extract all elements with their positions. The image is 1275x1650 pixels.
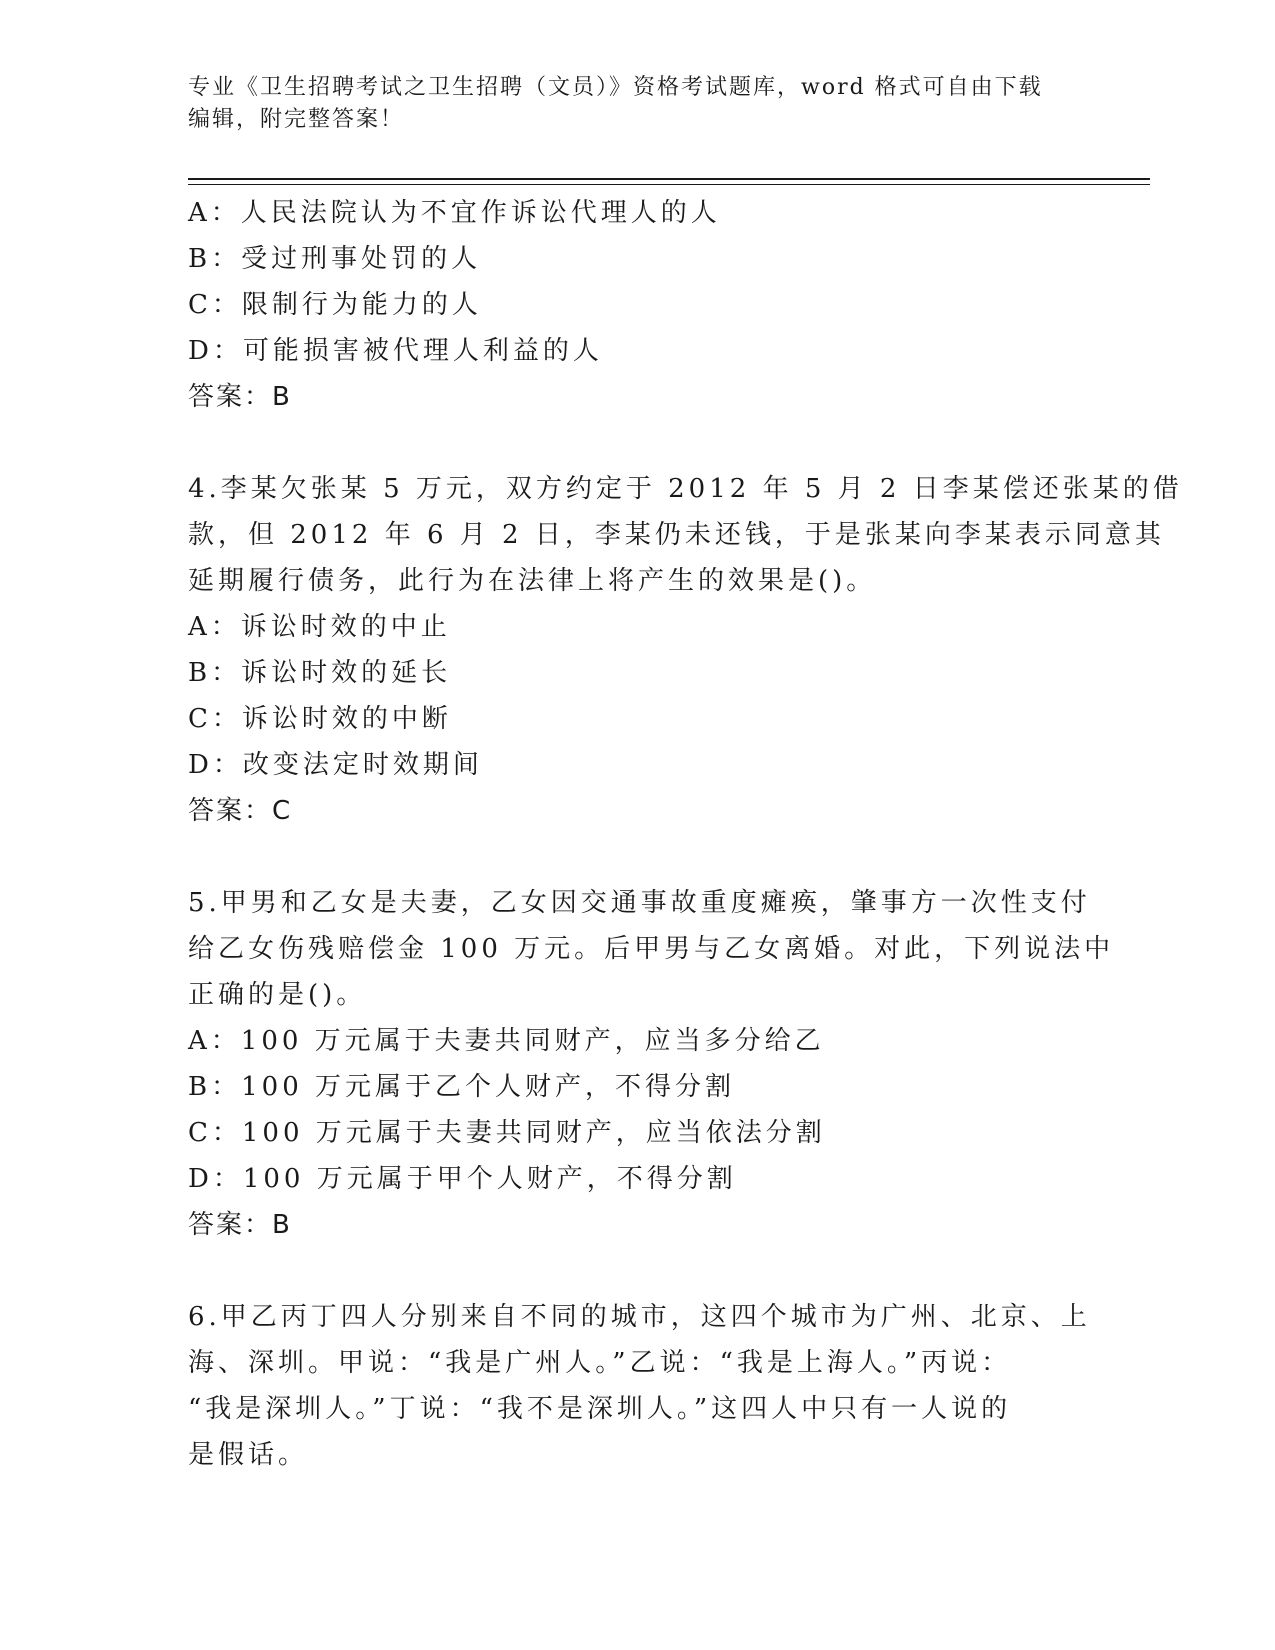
question-stem-line: 4.李某欠张某 5 万元，双方约定于 2012 年 5 月 2 日李某偿还张某的借 [188, 474, 1183, 504]
option-c: C：限制行为能力的人 [188, 290, 482, 320]
question-6 [188, 1294, 1091, 1478]
option-d: D：100 万元属于甲个人财产，不得分割 [188, 1164, 737, 1194]
question-stem-line: 款，但 2012 年 6 月 2 日，李某仍未还钱，于是张某向李某表示同意其 [188, 520, 1165, 550]
option-a: A：诉讼时效的中止 [188, 612, 451, 642]
spacer [188, 420, 1088, 466]
header-rule-thick [188, 178, 1150, 180]
option-b: B：受过刑事处罚的人 [188, 244, 482, 274]
header-line-2: 编辑，附完整答案！ [188, 107, 405, 132]
question-4 [188, 466, 1183, 834]
option-d: D：改变法定时效期间 [188, 750, 483, 780]
option-a: A：100 万元属于夫妻共同财产，应当多分给乙 [188, 1026, 825, 1056]
spacer [188, 1248, 1088, 1294]
document-header [188, 72, 1088, 136]
header-line-1: 专业《卫生招聘考试之卫生招聘（文员）》资格考试题库，word 格式可自由下载 [188, 75, 1043, 100]
question-5 [188, 880, 1115, 1248]
question-stem-line: 海、深圳。甲说：“我是广州人。”乙说：“我是上海人。”丙说： [188, 1348, 1012, 1378]
question-3 [188, 190, 1088, 420]
question-stem-line: 正确的是()。 [188, 980, 367, 1010]
document-body [188, 190, 1183, 1478]
answer: 答案：C [188, 796, 293, 826]
header-rule-thin [188, 184, 1150, 185]
answer: 答案：B [188, 382, 292, 412]
question-stem-line: 延期履行债务，此行为在法律上将产生的效果是()。 [188, 566, 877, 596]
question-stem-line: “我是深圳人。”丁说：“我不是深圳人。”这四人中只有一人说的 [188, 1394, 1012, 1424]
option-d: D：可能损害被代理人利益的人 [188, 336, 603, 366]
question-stem-line: 5.甲男和乙女是夫妻，乙女因交通事故重度瘫痪，肇事方一次性支付 [188, 888, 1091, 918]
option-c: C：100 万元属于夫妻共同财产，应当依法分割 [188, 1118, 826, 1148]
question-stem-line: 给乙女伤残赔偿金 100 万元。后甲男与乙女离婚。对此，下列说法中 [188, 934, 1115, 964]
answer: 答案：B [188, 1210, 292, 1240]
question-stem-line: 6.甲乙丙丁四人分别来自不同的城市，这四个城市为广州、北京、上 [188, 1302, 1091, 1332]
spacer [188, 834, 1088, 880]
question-stem-line: 是假话。 [188, 1440, 309, 1470]
option-a: A：人民法院认为不宜作诉讼代理人的人 [188, 198, 721, 228]
option-b: B：诉讼时效的延长 [188, 658, 452, 688]
option-c: C：诉讼时效的中断 [188, 704, 452, 734]
option-b: B：100 万元属于乙个人财产，不得分割 [188, 1072, 735, 1102]
